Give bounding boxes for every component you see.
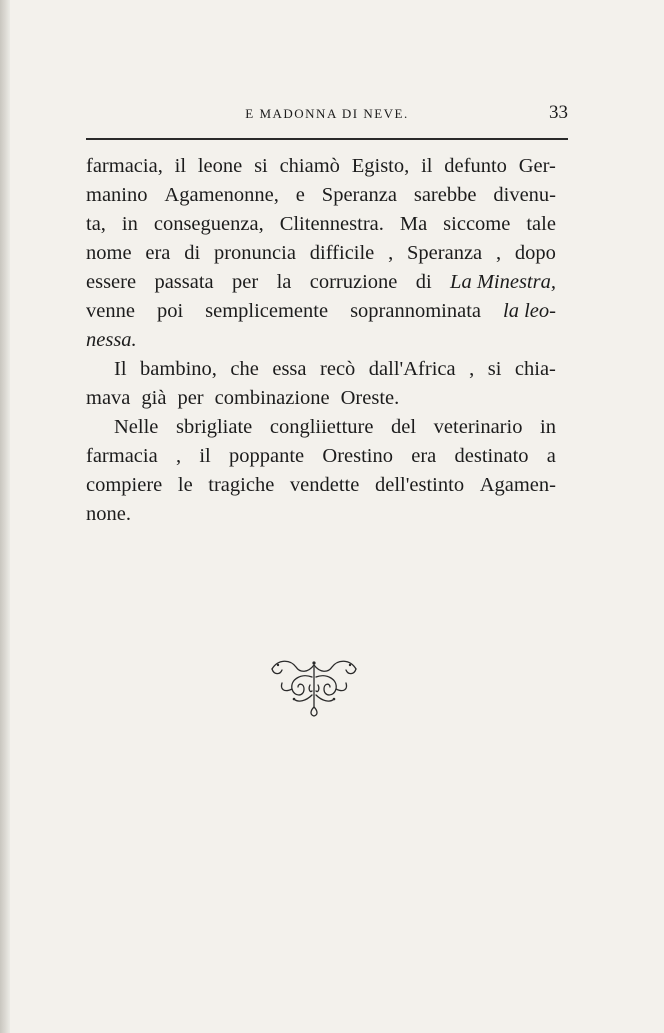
text-line: essere passata per la corruzione di La Minestra, <box>86 271 556 293</box>
page-number: 33 <box>549 102 568 123</box>
text-line: manino Agamenonne, e Speranza sarebbe divenu- <box>86 184 556 206</box>
text-line: compiere le tragiche vendette dell'estinto Agamen- <box>86 474 556 496</box>
text-line: Il bambino, che essa recò dall'Africa , si chia- <box>114 358 556 380</box>
text-line: none. <box>86 503 131 525</box>
text-line: Nelle sbrigliate congliietture del veterinario in <box>114 416 556 438</box>
fleuron-ornament-icon <box>266 655 362 717</box>
text-line: nessa. <box>86 329 137 351</box>
running-head: E MADONNA DI NEVE. <box>245 106 409 121</box>
text-line: mava già per combinazione Oreste. <box>86 387 400 409</box>
text-line: farmacia , il poppante Orestino era destinato a <box>86 445 556 467</box>
page-header <box>86 104 568 128</box>
text-line: ta, in conseguenza, Clitennestra. Ma siccome tale <box>86 213 556 235</box>
text-line: farmacia, il leone si chiamò Egisto, il defunto Ger- <box>86 155 556 177</box>
body-text <box>86 152 556 529</box>
page-edge <box>0 0 10 1033</box>
text-line: nome era di pronuncia difficile , Speranza , dopo <box>86 242 556 264</box>
header-rule <box>86 138 568 140</box>
text-line: venne poi semplicemente soprannominata la leo- <box>86 300 556 322</box>
